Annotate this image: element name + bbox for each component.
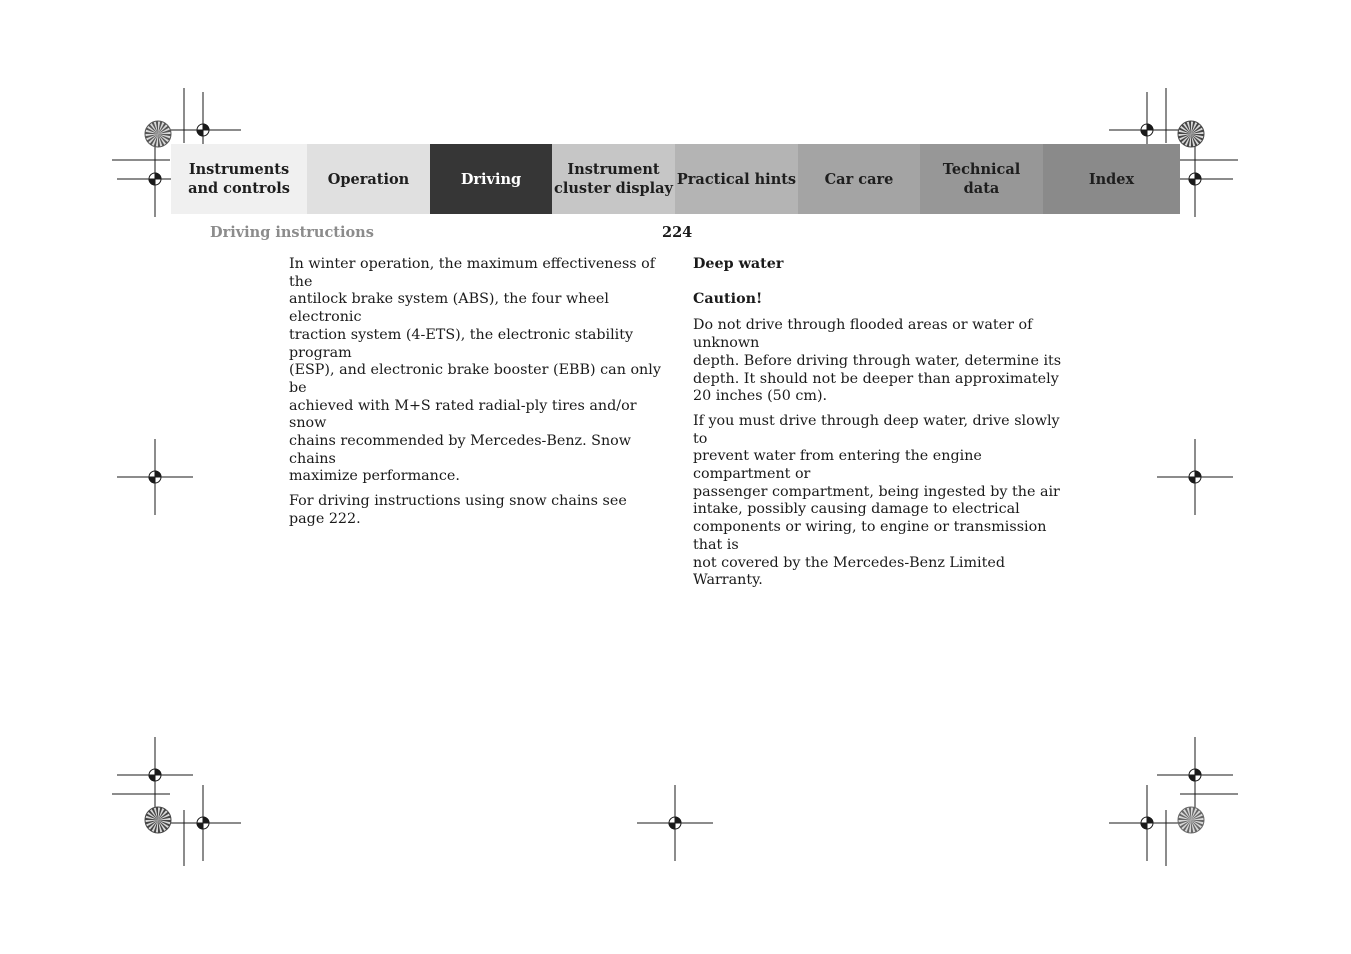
page-number: 224 — [662, 224, 693, 241]
tab-instrument-cluster-display[interactable]: Instrument cluster display — [552, 144, 675, 214]
registration-starburst — [145, 807, 171, 833]
registration-starburst — [1178, 121, 1204, 147]
paragraph-winter-operation: In winter operation, the maximum effectiveness of the antilock brake system (ABS), the four wheel electronic traction system (4-ETS), the electronic stability program (ESP), and electronic brake booster (EBB) can only be achieved with M+S rated radial-ply tires and/or snow chains recommended by Mercedes-Benz. Snow chains maximize performance. — [289, 256, 661, 485]
left-column — [289, 256, 661, 536]
registration-crosshair — [117, 737, 193, 813]
paragraph-snow-chains-reference: For driving instructions using snow chains see page 222. — [289, 493, 627, 527]
registration-starburst — [1178, 807, 1204, 833]
deep-water-heading: Deep water — [693, 256, 784, 272]
registration-crosshair — [637, 785, 713, 861]
tab-technical-data[interactable]: Technical data — [920, 144, 1043, 214]
chapter-tabs — [171, 144, 1180, 214]
right-column — [693, 256, 1067, 597]
section-title: Driving instructions — [210, 224, 374, 241]
tab-operation[interactable]: Operation — [307, 144, 430, 214]
paragraph-drive-slowly: If you must drive through deep water, drive slowly to prevent water from entering the engine compartment or passenger compartment, being ingested by the air intake, possibly causing damage to electrical components or wiring, to engine or transmission that is not covered by the Mercedes-Benz Limited Warranty. — [693, 412, 1060, 589]
caution-label: Caution! — [693, 290, 763, 307]
registration-starburst — [145, 121, 171, 147]
registration-crosshair — [1157, 737, 1233, 813]
registration-crosshair — [117, 439, 193, 515]
registration-crosshair — [165, 785, 241, 861]
paragraph-water-depth: Do not drive through flooded areas or water of unknown depth. Before driving through water, determine its depth. It should not be deeper than approximately 20 inches (50 cm). — [693, 317, 1062, 405]
tab-instruments-and-controls[interactable]: Instruments and controls — [171, 144, 307, 214]
registration-crosshair — [1157, 439, 1233, 515]
tab-index[interactable]: Index — [1043, 144, 1180, 214]
tab-car-care[interactable]: Car care — [798, 144, 920, 214]
tab-driving[interactable]: Driving — [430, 144, 552, 214]
registration-crosshair — [1109, 785, 1185, 861]
tab-practical-hints[interactable]: Practical hints — [675, 144, 798, 214]
